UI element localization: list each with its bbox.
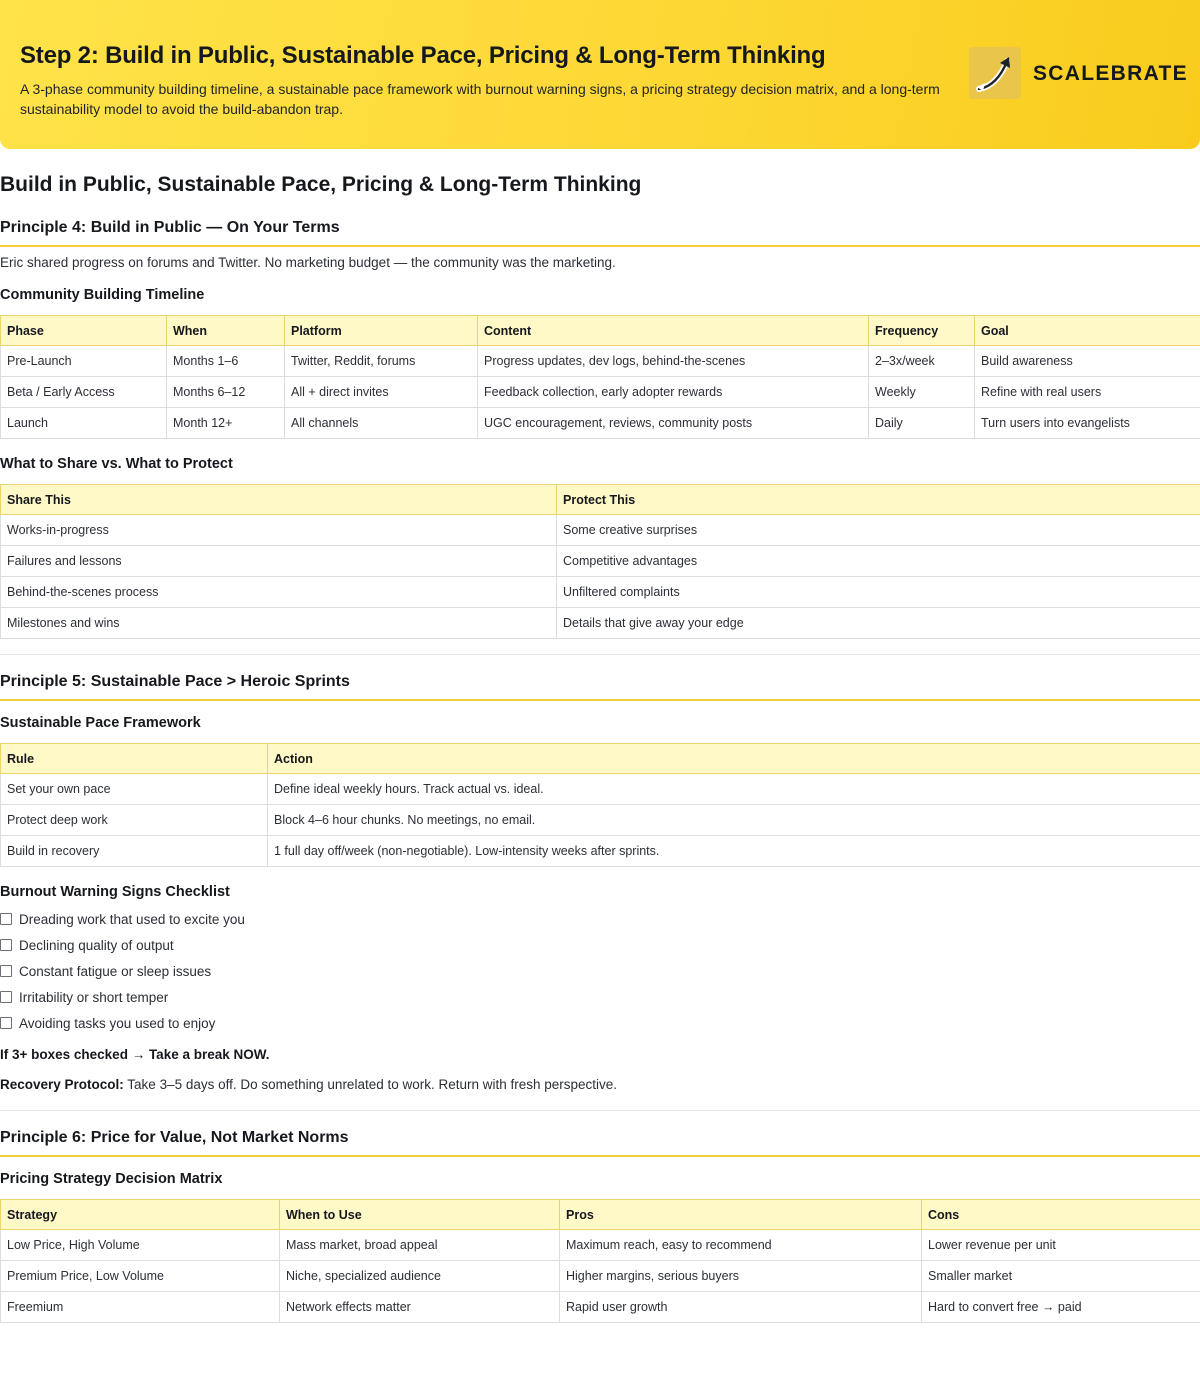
table-cell: All channels [285,408,478,439]
column-header: Phase [1,316,167,346]
table-cell: Failures and lessons [1,546,557,577]
table-row [1,1261,1200,1292]
checkbox[interactable] [0,991,12,1003]
table-cell: Feedback collection, early adopter rewards [478,377,869,408]
table-row [1,608,1200,639]
table-cell: Refine with real users [975,377,1200,408]
table-cell: Rapid user growth [560,1292,922,1323]
table-cell: 2–3x/week [869,346,975,377]
checklist-item [0,932,245,958]
table-cell: Define ideal weekly hours. Track actual vs. ideal. [268,774,1200,805]
table-cell: UGC encouragement, reviews, community posts [478,408,869,439]
principle-4-heading: Principle 4: Build in Public — On Your Terms [0,219,1200,247]
table-cell: Hard to convert free → paid [922,1292,1200,1323]
table-row [1,546,1200,577]
rocket-arrow-icon [969,47,1021,99]
table-cell: Premium Price, Low Volume [1,1261,280,1292]
table-cell: All + direct invites [285,377,478,408]
table-cell: Some creative surprises [557,515,1200,546]
table-header-row [1,1200,1200,1230]
table-cell: Milestones and wins [1,608,557,639]
checklist-item [0,906,245,932]
table-row [1,805,1200,836]
burnout-checklist [0,906,245,1036]
pricing-matrix-table [0,1199,1200,1323]
table-cell: Weekly [869,377,975,408]
table-row [1,377,1200,408]
checklist-item [0,1010,245,1036]
table-cell: Daily [869,408,975,439]
checklist-item-label: Declining quality of output [19,937,174,953]
table-header-row [1,744,1200,774]
recovery-protocol [0,1077,617,1092]
checkbox[interactable] [0,939,12,951]
table-cell: Set your own pace [1,774,268,805]
column-header: Action [268,744,1200,774]
column-header: Strategy [1,1200,280,1230]
page-header-subtitle: A 3-phase community building timeline, a sustainable pace framework with burnout warning signs, a pricing strategy decision matrix, and a long-term sustainability model to avoid the build-abandon trap. [20,81,940,117]
table-cell: Turn users into evangelists [975,408,1200,439]
section-divider [0,1110,1200,1111]
pace-framework-table [0,743,1200,867]
table-header-row [1,485,1200,515]
table-cell: Month 12+ [167,408,285,439]
column-header: When to Use [280,1200,560,1230]
brand-logo [969,47,1021,99]
table-cell: Unfiltered complaints [557,577,1200,608]
table-cell: Behind-the-scenes process [1,577,557,608]
share-protect-heading: What to Share vs. What to Protect [0,456,233,472]
table-cell: Lower revenue per unit [922,1230,1200,1261]
table-row [1,1230,1200,1261]
table-row [1,774,1200,805]
table-cell: Pre-Launch [1,346,167,377]
table-row [1,836,1200,867]
section-title: Build in Public, Sustainable Pace, Pricing & Long-Term Thinking [0,173,642,196]
table-cell: Protect deep work [1,805,268,836]
column-header: When [167,316,285,346]
column-header: Rule [1,744,268,774]
recovery-protocol-label: Recovery Protocol: [0,1077,124,1092]
column-header: Platform [285,316,478,346]
table-cell: Details that give away your edge [557,608,1200,639]
burnout-warning: If 3+ boxes checked → Take a break NOW. [0,1047,270,1062]
table-cell: Beta / Early Access [1,377,167,408]
table-cell: Block 4–6 hour chunks. No meetings, no email. [268,805,1200,836]
main-content [0,149,1200,1400]
column-header: Content [478,316,869,346]
table-cell: Launch [1,408,167,439]
table-cell: Months 6–12 [167,377,285,408]
pricing-matrix-heading: Pricing Strategy Decision Matrix [0,1171,223,1187]
share-protect-table [0,484,1200,639]
table-row [1,515,1200,546]
table-header-row [1,316,1200,346]
table-cell: Higher margins, serious buyers [560,1261,922,1292]
recovery-protocol-text: Take 3–5 days off. Do something unrelated to work. Return with fresh perspective. [123,1077,618,1092]
table-cell: Network effects matter [280,1292,560,1323]
table-row [1,408,1200,439]
column-header: Share This [1,485,557,515]
checkbox[interactable] [0,965,12,977]
principle-6-heading: Principle 6: Price for Value, Not Market Norms [0,1129,1200,1157]
timeline-heading: Community Building Timeline [0,287,205,303]
table-cell: Niche, specialized audience [280,1261,560,1292]
section-divider [0,654,1200,655]
column-header: Protect This [557,485,1200,515]
page-header-title: Step 2: Build in Public, Sustainable Pace, Pricing & Long-Term Thinking [20,42,826,69]
table-cell: Progress updates, dev logs, behind-the-scenes [478,346,869,377]
checkbox[interactable] [0,1017,12,1029]
table-cell: Low Price, High Volume [1,1230,280,1261]
checklist-item-label: Constant fatigue or sleep issues [19,963,212,979]
principle-5-heading: Principle 5: Sustainable Pace > Heroic Sprints [0,673,1200,701]
checklist-item-label: Irritability or short temper [19,989,169,1005]
table-cell: Maximum reach, easy to recommend [560,1230,922,1261]
brand-name: SCALEBRATE [1033,62,1188,85]
table-cell: Freemium [1,1292,280,1323]
table-cell: Mass market, broad appeal [280,1230,560,1261]
table-cell: Build awareness [975,346,1200,377]
checklist-item-label: Avoiding tasks you used to enjoy [19,1015,216,1031]
table-cell: Smaller market [922,1261,1200,1292]
table-cell: Works-in-progress [1,515,557,546]
table-cell: Competitive advantages [557,546,1200,577]
checkbox[interactable] [0,913,12,925]
table-cell: 1 full day off/week (non-negotiable). Low-intensity weeks after sprints. [268,836,1200,867]
table-row [1,577,1200,608]
column-header: Pros [560,1200,922,1230]
table-row [1,1292,1200,1323]
checklist-item [0,984,245,1010]
checklist-item [0,958,245,984]
column-header: Cons [922,1200,1200,1230]
checklist-item-label: Dreading work that used to excite you [19,911,245,927]
column-header: Goal [975,316,1200,346]
principle-4-intro: Eric shared progress on forums and Twitter. No marketing budget — the community was the marketing. [0,255,616,270]
burnout-checklist-heading: Burnout Warning Signs Checklist [0,884,230,900]
community-timeline-table [0,315,1200,439]
table-cell: Build in recovery [1,836,268,867]
table-row [1,346,1200,377]
column-header: Frequency [869,316,975,346]
table-cell: Months 1–6 [167,346,285,377]
header-banner [0,0,1200,149]
pace-framework-heading: Sustainable Pace Framework [0,715,201,731]
table-cell: Twitter, Reddit, forums [285,346,478,377]
